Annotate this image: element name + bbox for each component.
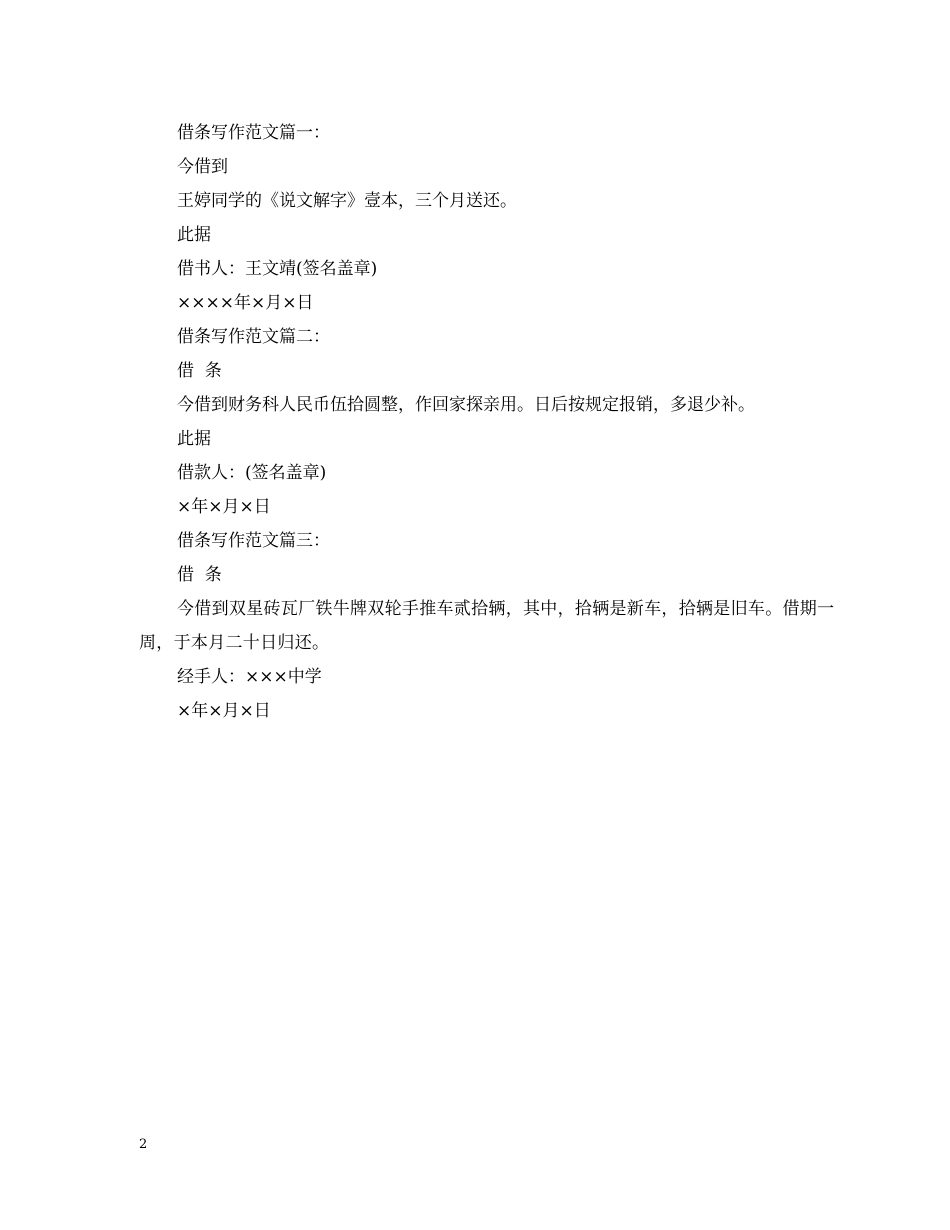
document-body <box>139 116 839 728</box>
page-number: 2 <box>139 1137 148 1152</box>
paragraph: 此据 <box>177 225 211 245</box>
paragraph: 今借到双星砖瓦厂铁牛牌双轮手推车贰拾辆，其中，拾辆是新车，拾辆是旧车。借期一周，于本月二十日归还。 <box>139 599 835 653</box>
note-title: 借 条 <box>177 361 222 381</box>
section-heading-3: 借条写作范文篇三： <box>177 531 330 551</box>
date-line: ××××年×月×日 <box>177 293 314 313</box>
date-line: ×年×月×日 <box>177 497 271 517</box>
section-heading-2: 借条写作范文篇二： <box>177 327 330 347</box>
paragraph: 今借到财务科人民币伍拾圆整，作回家探亲用。日后按规定报销，多退少补。 <box>177 395 755 415</box>
paragraph: 此据 <box>177 429 211 449</box>
paragraph: 王婷同学的《说文解字》壹本，三个月送还。 <box>177 191 517 211</box>
paragraph: 借款人：(签名盖章) <box>177 463 327 483</box>
date-line: ×年×月×日 <box>177 701 271 721</box>
paragraph: 经手人：×××中学 <box>177 667 322 687</box>
section-heading-1: 借条写作范文篇一： <box>177 123 330 143</box>
paragraph: 借书人：王文靖(签名盖章) <box>177 259 378 279</box>
note-title: 借 条 <box>177 565 222 585</box>
paragraph: 今借到 <box>177 157 228 177</box>
